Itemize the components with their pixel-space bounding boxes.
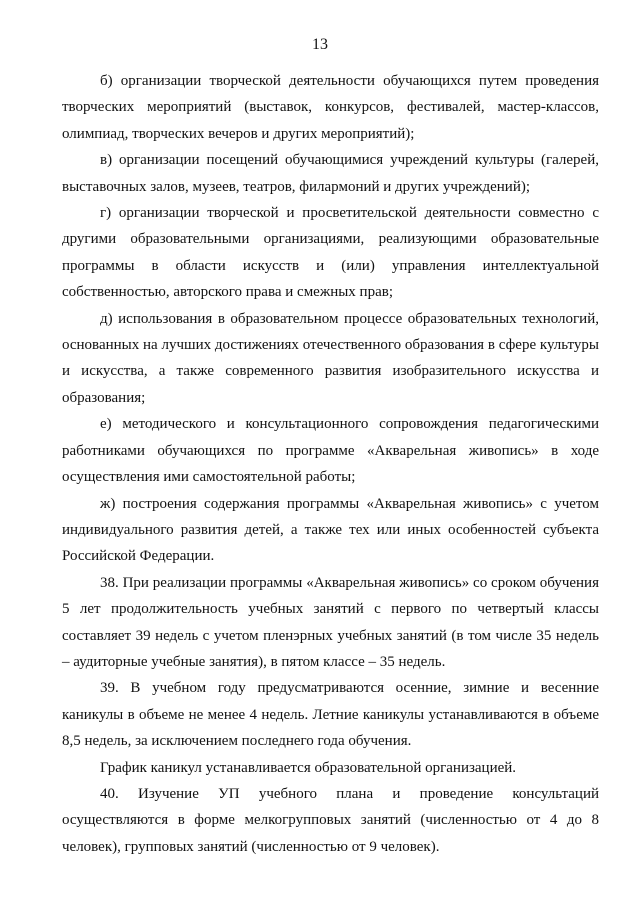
paragraph-v: в) организации посещений обучающимися учреждений культуры (галерей, выставочных залов, музеев, театров, филармоний и других учреждений); (62, 152, 599, 195)
paragraph-b: б) организации творческой деятельности обучающихся путем проведения творческих мероприятий (выставок, конкурсов, фестивалей, мастер-классов, олимпиад, творческих вечеров и других мероприятий); (62, 73, 599, 142)
paragraph-40: 40. Изучение УП учебного плана и проведение консультаций осуществляются в форме мелкогрупповых занятий (численностью от 4 до 8 человек), групповых занятий (численностью от 9 человек). (62, 785, 599, 855)
paragraph-38: 38. При реализации программы «Акварельная живопись» со сроком обучения 5 лет продолжительность учебных занятий с первого по четвертый классы составляет 39 недель с учетом пленэрных учебных занятий (в том числе 35 недель – аудиторные учебные занятия), в пятом классе – 35 недель. (62, 574, 599, 670)
page-number: 13 (312, 36, 328, 53)
paragraph-d: д) использования в образовательном процессе образовательных технологий, основанных на лучших достижениях отечественного образования в сфере культуры и искусства, а также современного развития изобразительного искусства и образования; (62, 310, 599, 406)
paragraph-zh: ж) построения содержания программы «Акварельная живопись» с учетом индивидуального развития детей, а также тех или иных особенностей субъекта Российской Федерации. (62, 495, 599, 565)
paragraph-39: 39. В учебном году предусматриваются осенние, зимние и весенние каникулы в объеме не менее 4 недель. Летние каникулы устанавливаются в объеме 8,5 недель, за исключением последнего года обучения. (62, 680, 599, 750)
document-body (62, 68, 599, 860)
paragraph-g: г) организации творческой и просветительской деятельности совместно с другими образовательными организациями, реализующими образовательные программы в области искусств и (или) управления интеллектуальной собственностью, авторского права и смежных прав; (62, 205, 599, 301)
paragraph-e: е) методического и консультационного сопровождения педагогическими работниками обучающихся по программе «Акварельная живопись» в ходе осуществления ими самостоятельной работы; (62, 416, 599, 486)
paragraph-holiday-schedule: График каникул устанавливается образовательной организацией. (100, 759, 517, 776)
